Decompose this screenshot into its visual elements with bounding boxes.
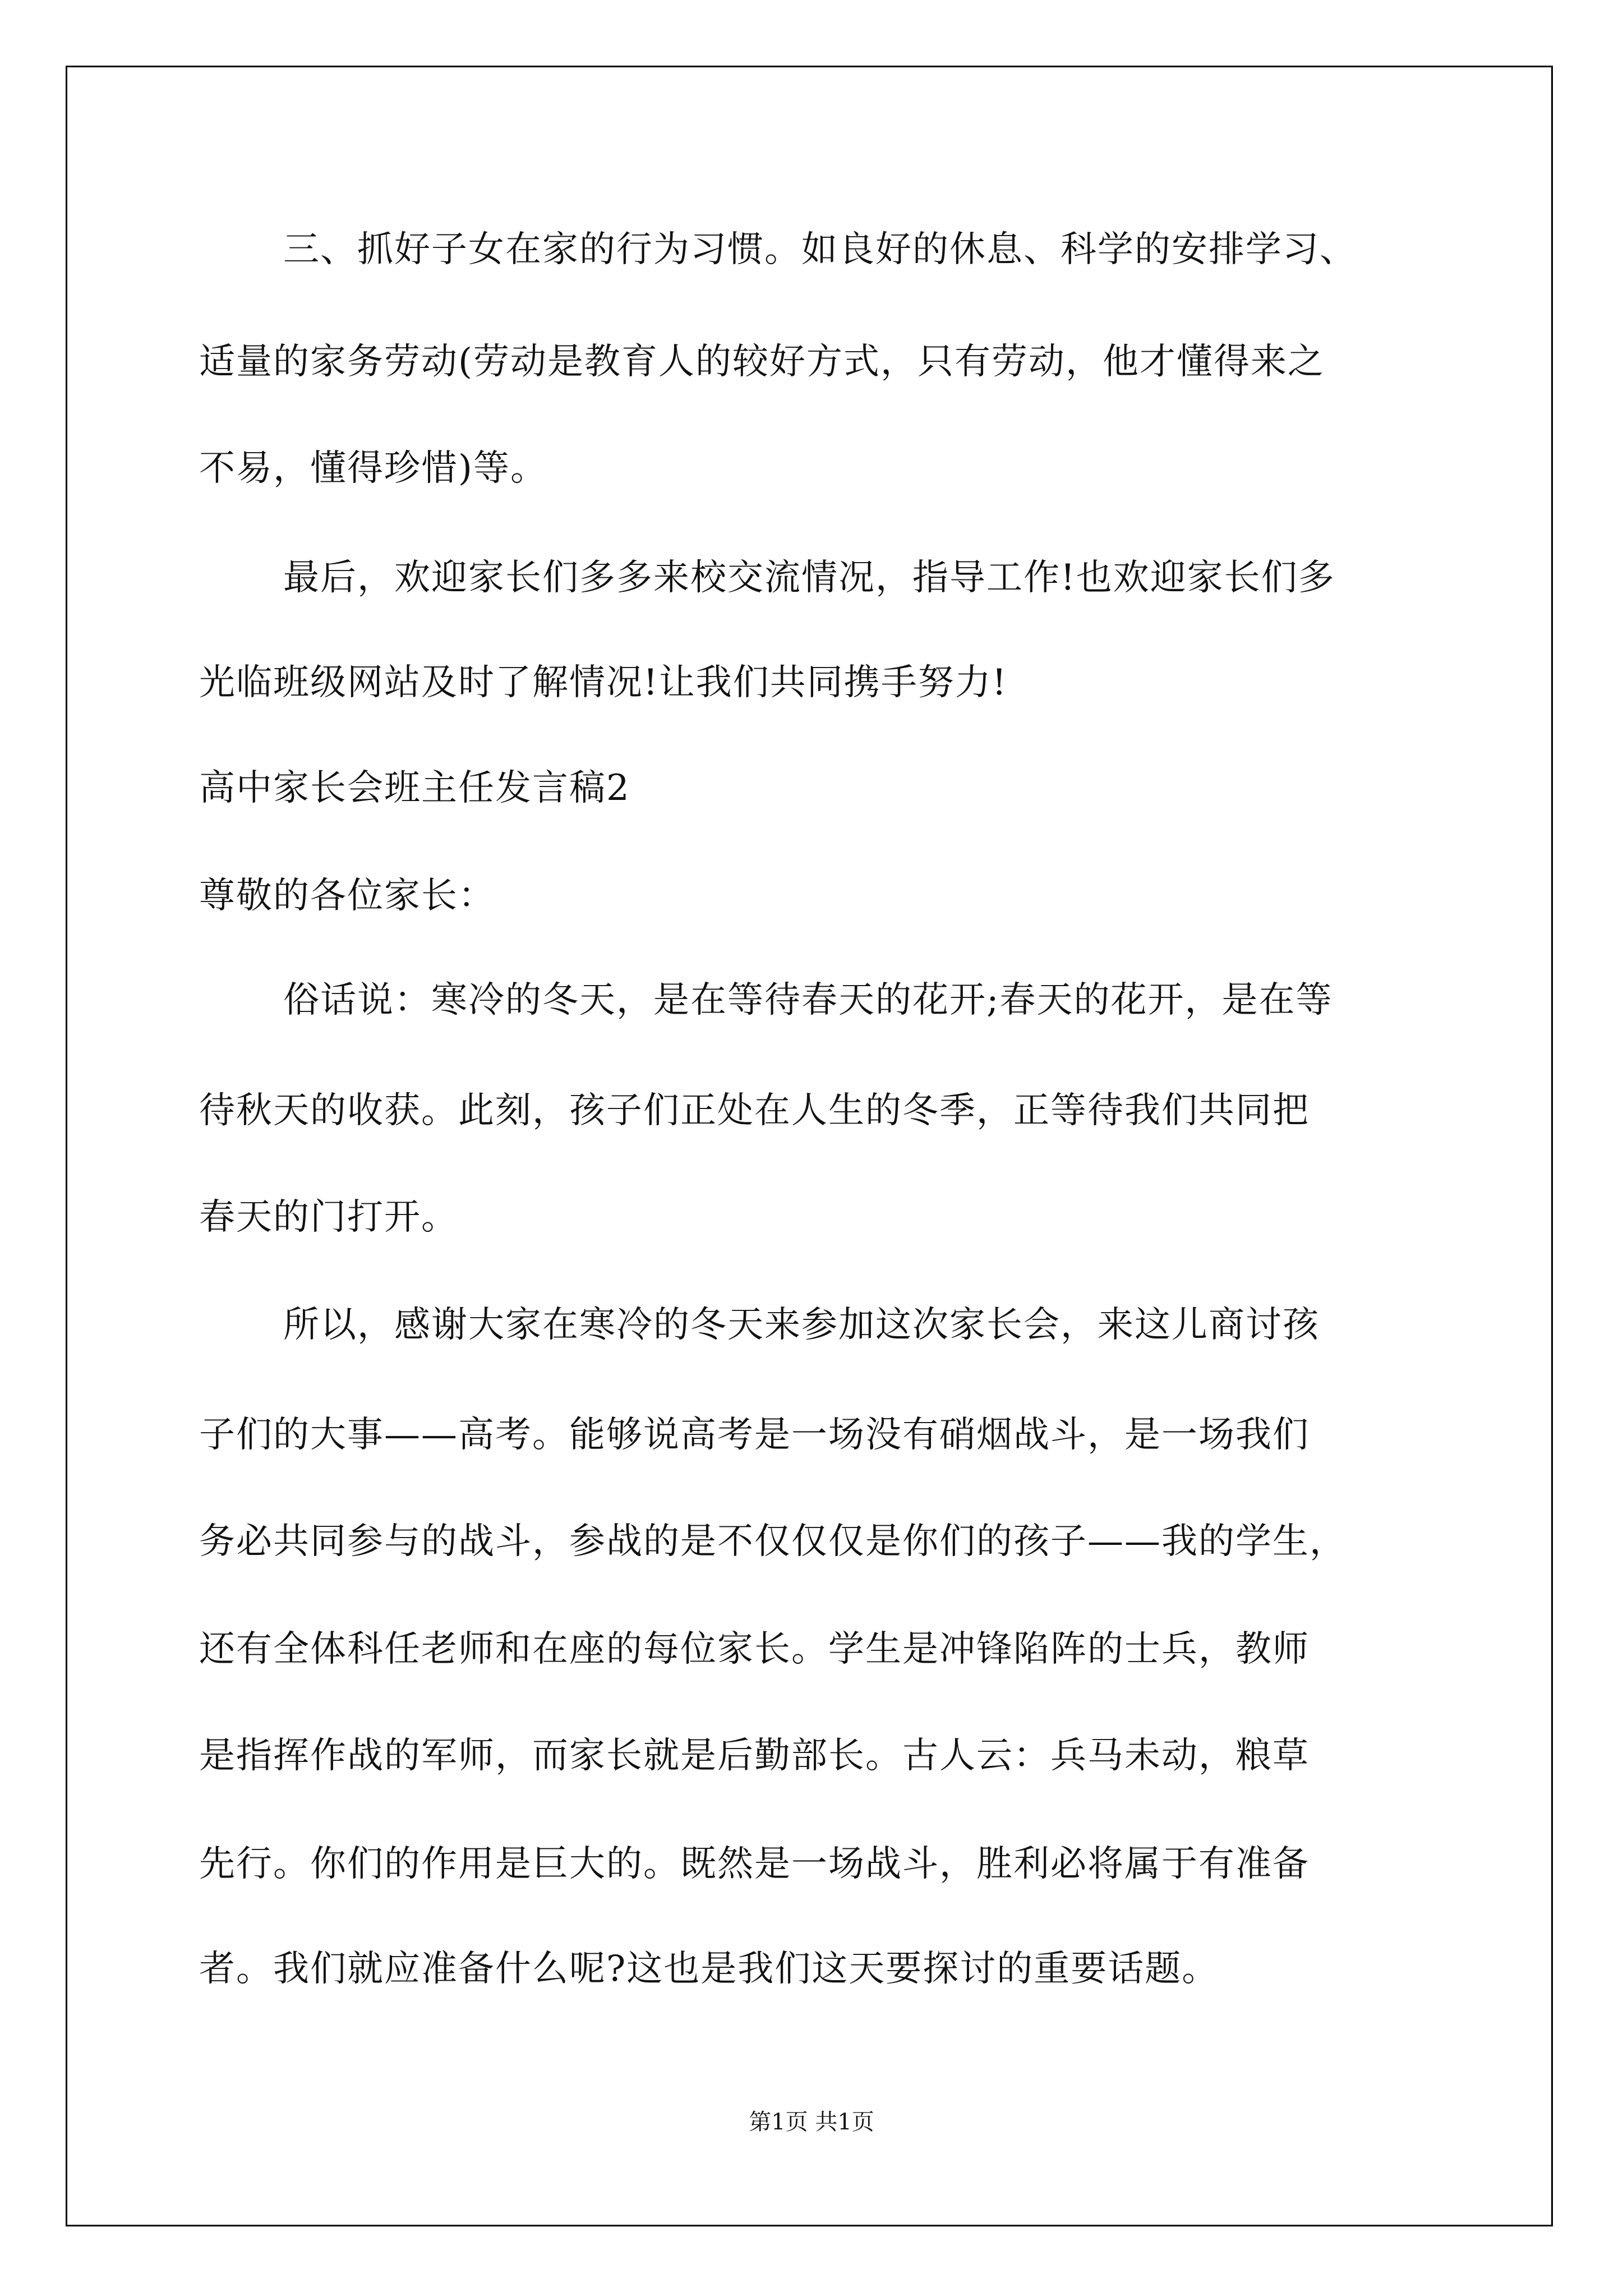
text-line: 务必共同参与的战斗，参战的是不仅仅仅是你们的孩子——我的学生， — [199, 1521, 1347, 1562]
text-line: 先行。你们的作用是巨大的。既然是一场战斗，胜利必将属于有准备 — [199, 1843, 1310, 1885]
text-line: 还有全体科任老师和在座的每位家长。学生是冲锋陷阵的士兵，教师 — [199, 1628, 1310, 1670]
text-line: 不易，懂得珍惜)等。 — [199, 448, 547, 489]
text-line: 适量的家务劳动(劳动是教育人的较好方式，只有劳动，他才懂得来之 — [199, 341, 1325, 383]
text-line: 子们的大事——高考。能够说高考是一场没有硝烟战斗，是一场我们 — [199, 1414, 1310, 1456]
salutation: 尊敬的各位家长： — [199, 875, 495, 917]
page-border — [66, 66, 1553, 2226]
text-line: 所以，感谢大家在寒冷的冬天来参加这次家长会，来这儿商讨孩 — [283, 1304, 1320, 1346]
text-line: 三、抓好子女在家的行为习惯。如良好的休息、科学的安排学习、 — [283, 229, 1357, 270]
text-line: 是指挥作战的军师，而家长就是后勤部长。古人云：兵马未动，粮草 — [199, 1735, 1310, 1777]
text-line: 者。我们就应准备什么呢?这也是我们这天要探讨的重要话题。 — [199, 1948, 1219, 1990]
section-heading: 高中家长会班主任发言稿2 — [199, 767, 630, 809]
text-line: 最后，欢迎家长们多多来校交流情况，指导工作!也欢迎家长们多 — [283, 557, 1335, 599]
text-line: 待秋天的收获。此刻，孩子们正处在人生的冬季，正等待我们共同把 — [199, 1090, 1310, 1131]
text-line: 光临班级网站及时了解情况!让我们共同携手努力! — [199, 662, 1008, 703]
text-line: 俗话说：寒冷的冬天，是在等待春天的花开;春天的花开，是在等 — [283, 979, 1333, 1021]
page-footer: 第1页 共1页 — [749, 2109, 874, 2135]
text-line: 春天的门打开。 — [199, 1197, 458, 1238]
